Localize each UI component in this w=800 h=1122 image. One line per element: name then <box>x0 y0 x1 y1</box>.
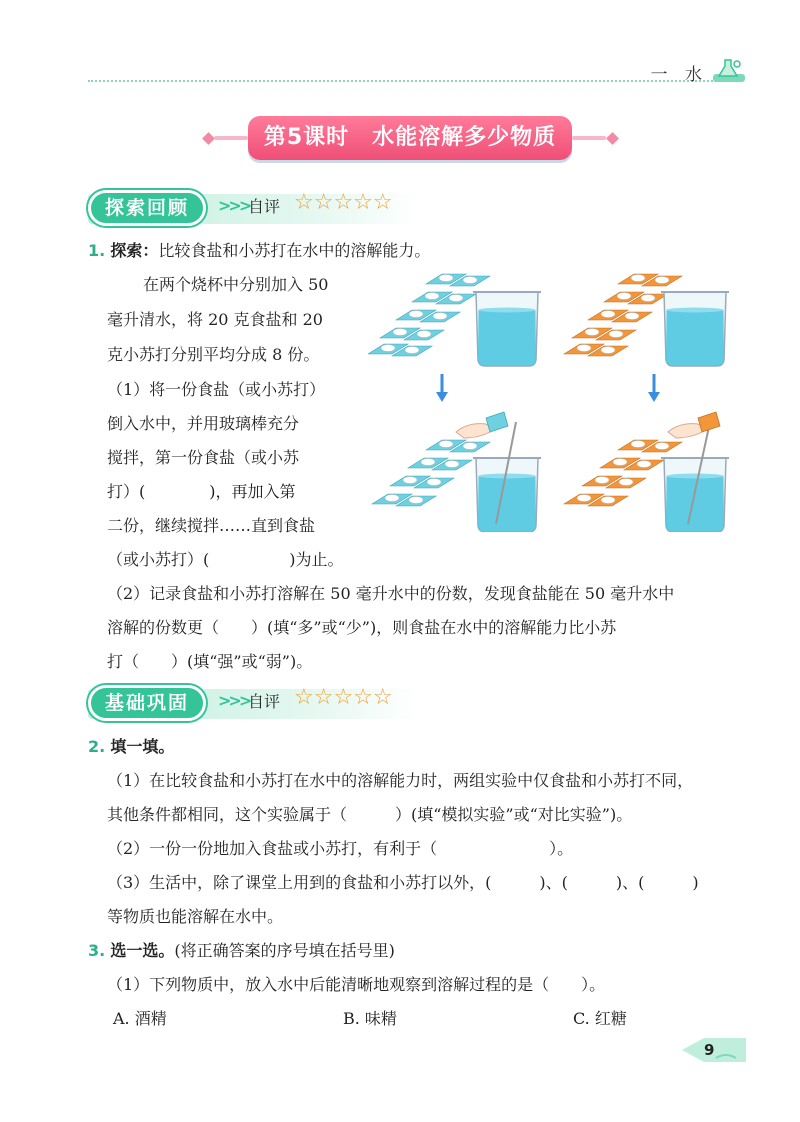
question-number: 1. <box>88 241 106 260</box>
question-number: 2. <box>88 737 106 756</box>
question-number: 3. <box>88 941 106 960</box>
beaker-soda-top <box>661 292 729 366</box>
chevrons-icon: >>> <box>218 691 250 710</box>
arrow-down-icon <box>648 374 660 402</box>
q1-text-line: 二份，继续搅拌……直到食盐 <box>107 516 316 535</box>
q2-answer-line[interactable]: 其他条件都相同，这个实验属于（ ）(填“模拟实验”或“对比实验”)。 <box>107 805 633 824</box>
q1-answer-line[interactable]: 打（ ）(填“强”或“弱”)。 <box>107 652 313 671</box>
q1-text-line: 克小苏打分别平均分成 8 份。 <box>107 345 320 364</box>
q3-stem[interactable]: （1）下列物质中，放入水中后能清晰地观察到溶解过程的是（ ）。 <box>107 975 606 994</box>
chevrons-icon: >>> <box>218 196 250 215</box>
q2-text-line: 等物质也能溶解在水中。 <box>107 907 284 926</box>
question-2-heading <box>88 737 174 757</box>
title-bar-right <box>572 136 606 140</box>
q2-text-line: （1）在比较食盐和小苏打在水中的溶解能力时，两组实验中仅食盐和小苏打不同， <box>107 771 694 790</box>
arrow-down-icon <box>436 374 448 402</box>
question-head: 探索： <box>110 241 159 260</box>
beaker-salt-top <box>473 292 541 366</box>
section-label: 基础巩固 <box>88 685 206 721</box>
hand-icon <box>456 412 508 438</box>
q1-text-line: 毫升清水，将 20 克食盐和 20 <box>107 310 323 329</box>
q2-answer-line[interactable]: （3）生活中，除了课堂上用到的食盐和小苏打以外，( )、( )、( ) <box>107 873 699 892</box>
q1-answer-line[interactable]: 打）( )，再加入第 <box>107 482 296 501</box>
diamond-decoration <box>202 132 215 145</box>
title-bar-left <box>214 136 248 140</box>
self-eval-label: 自评 <box>248 197 281 216</box>
section-header-explore <box>88 190 418 226</box>
section-label: 探索回顾 <box>88 190 206 226</box>
q1-text-line: 倒入水中，并用玻璃棒充分 <box>107 414 300 433</box>
hand-icon <box>668 412 720 438</box>
self-eval-label: 自评 <box>248 692 281 711</box>
diamond-decoration <box>606 132 619 145</box>
rating-stars[interactable]: ☆☆☆☆☆ <box>294 685 393 710</box>
q1-text-line: （1）将一份食盐（或小苏打） <box>107 380 326 399</box>
experiment-illustration <box>368 262 740 532</box>
lesson-title: 第5课时 水能溶解多少物质 <box>248 116 572 160</box>
q1-text-line: 在两个烧杯中分别加入 50 <box>143 275 329 294</box>
page-number: 9 <box>704 1041 715 1059</box>
q1-text-line: 搅拌，第一份食盐（或小苏 <box>107 448 300 467</box>
salt-tiles-bottom <box>372 440 490 506</box>
question-1-heading <box>88 241 430 261</box>
question-3-heading <box>88 941 395 961</box>
header-divider <box>88 80 728 82</box>
option-c[interactable]: C. 红糖 <box>573 1009 627 1028</box>
question-intro: 比较食盐和小苏打在水中的溶解能力。 <box>158 241 431 260</box>
lesson-title-banner <box>200 116 620 162</box>
q2-answer-line[interactable]: （2）一份一份地加入食盐或小苏打，有利于（ ）。 <box>107 839 574 858</box>
rating-stars[interactable]: ☆☆☆☆☆ <box>294 190 393 215</box>
section-header-basic <box>88 685 418 721</box>
chapter-label: 一 水 <box>650 65 708 85</box>
question-head: 选一选。 <box>110 941 175 960</box>
question-head: 填一填。 <box>110 737 175 756</box>
q1-text-line: （2）记录食盐和小苏打溶解在 50 毫升水中的份数，发现食盐能在 50 毫升水中 <box>107 584 675 603</box>
flask-icon <box>713 56 745 84</box>
option-a[interactable]: A. 酒精 <box>113 1009 167 1028</box>
option-b[interactable]: B. 味精 <box>343 1009 397 1028</box>
q1-answer-line[interactable]: （或小苏打）( )为止。 <box>107 550 344 569</box>
salt-tiles-top <box>368 274 490 356</box>
q1-answer-line[interactable]: 溶解的份数更（ ）(填“多”或“少”)，则食盐在水中的溶解能力比小苏 <box>107 618 617 637</box>
question-note: (将正确答案的序号填在括号里) <box>174 941 395 960</box>
